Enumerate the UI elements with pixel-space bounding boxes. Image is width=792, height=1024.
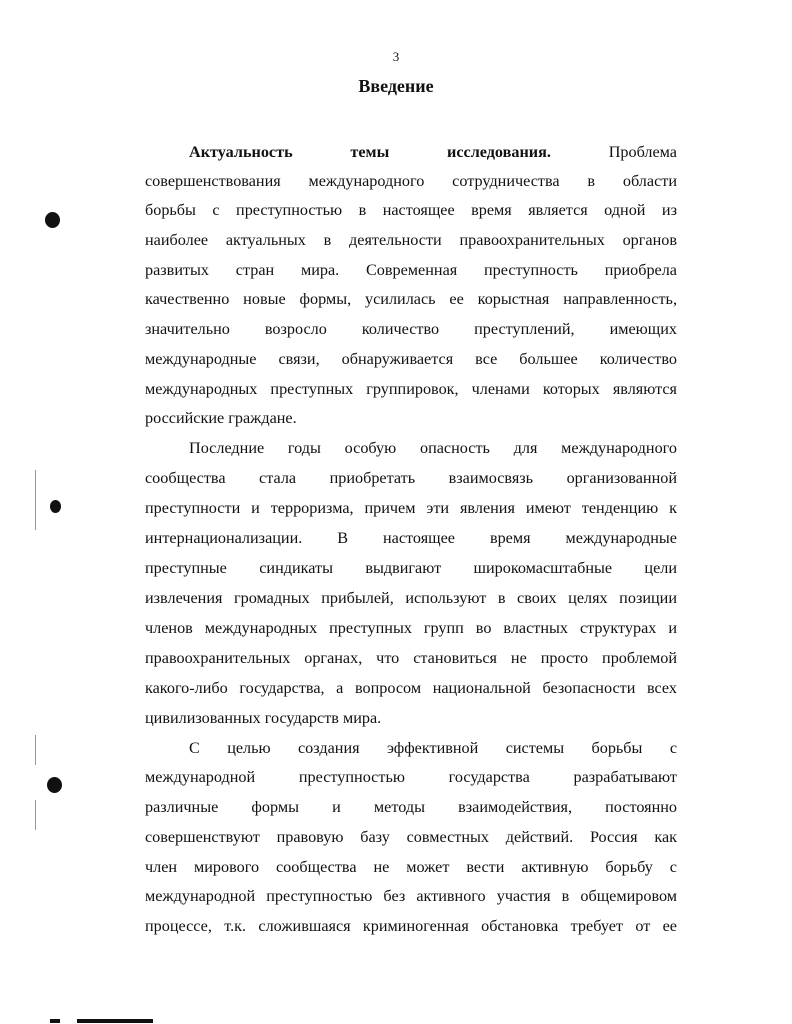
page-number: 3: [392, 49, 400, 64]
text-line: извлечения громадных прибылей, используют в своих целях позиции: [145, 589, 677, 607]
text-line: [189, 142, 677, 162]
text-line: российские граждане.: [145, 409, 297, 427]
text-line: процессе, т.к. сложившаяся криминогенная обстановка требует от ее: [145, 917, 677, 935]
scan-edge-mark: [50, 1019, 60, 1023]
text-line: совершенствуют правовую базу совместных действий. Россия как: [145, 828, 677, 846]
text-line: членов международных преступных групп во властных структурах и: [145, 619, 677, 637]
text-line: какого-либо государства, а вопросом национальной безопасности всех: [145, 679, 677, 697]
text-line: международной преступностью без активного участия в общемировом: [145, 887, 677, 905]
bold-lead: Актуальность темы исследования.: [189, 143, 551, 161]
margin-line-mark: [35, 800, 36, 830]
text-line: член мирового сообщества не может вести активную борьбу с: [145, 858, 677, 876]
margin-line-mark: [35, 735, 36, 765]
text-line: преступные синдикаты выдвигают широкомасштабные цели: [145, 559, 677, 577]
margin-line-mark: [35, 470, 36, 530]
punch-hole-mark: [47, 777, 62, 793]
text-line: С целью создания эффективной системы борьбы с: [189, 739, 677, 757]
text-line: борьбы с преступностью в настоящее время является одной из: [145, 201, 677, 219]
line-text: Проблема: [608, 143, 677, 161]
text-line: сообщества стала приобретать взаимосвязь организованной: [145, 469, 677, 487]
text-line: совершенствования международного сотрудничества в области: [145, 172, 677, 190]
text-line: интернационализации. В настоящее время международные: [145, 529, 677, 547]
text-line: преступности и терроризма, причем эти явления имеют тенденцию к: [145, 499, 677, 517]
text-line: качественно новые формы, усилилась ее корыстная направленность,: [145, 290, 677, 308]
scan-edge-mark: [77, 1019, 153, 1023]
text-line: развитых стран мира. Современная преступность приобрела: [145, 261, 677, 279]
text-line: международной преступностью государства разрабатывают: [145, 768, 677, 786]
text-line: международные связи, обнаруживается все большее количество: [145, 350, 677, 368]
text-line: правоохранительных органах, что становиться не просто проблемой: [145, 649, 677, 667]
text-line: значительно возросло количество преступлений, имеющих: [145, 320, 677, 338]
text-line: Последние годы особую опасность для международного: [189, 439, 677, 457]
text-line: наиболее актуальных в деятельности правоохранительных органов: [145, 231, 677, 249]
text-line: цивилизованных государств мира.: [145, 709, 382, 727]
text-line: международных преступных группировок, членами которых являются: [145, 380, 677, 398]
text-line: различные формы и методы взаимодействия, постоянно: [145, 798, 677, 816]
punch-hole-mark: [45, 212, 60, 228]
punch-hole-mark: [50, 500, 61, 513]
page-title: Введение: [358, 76, 434, 96]
